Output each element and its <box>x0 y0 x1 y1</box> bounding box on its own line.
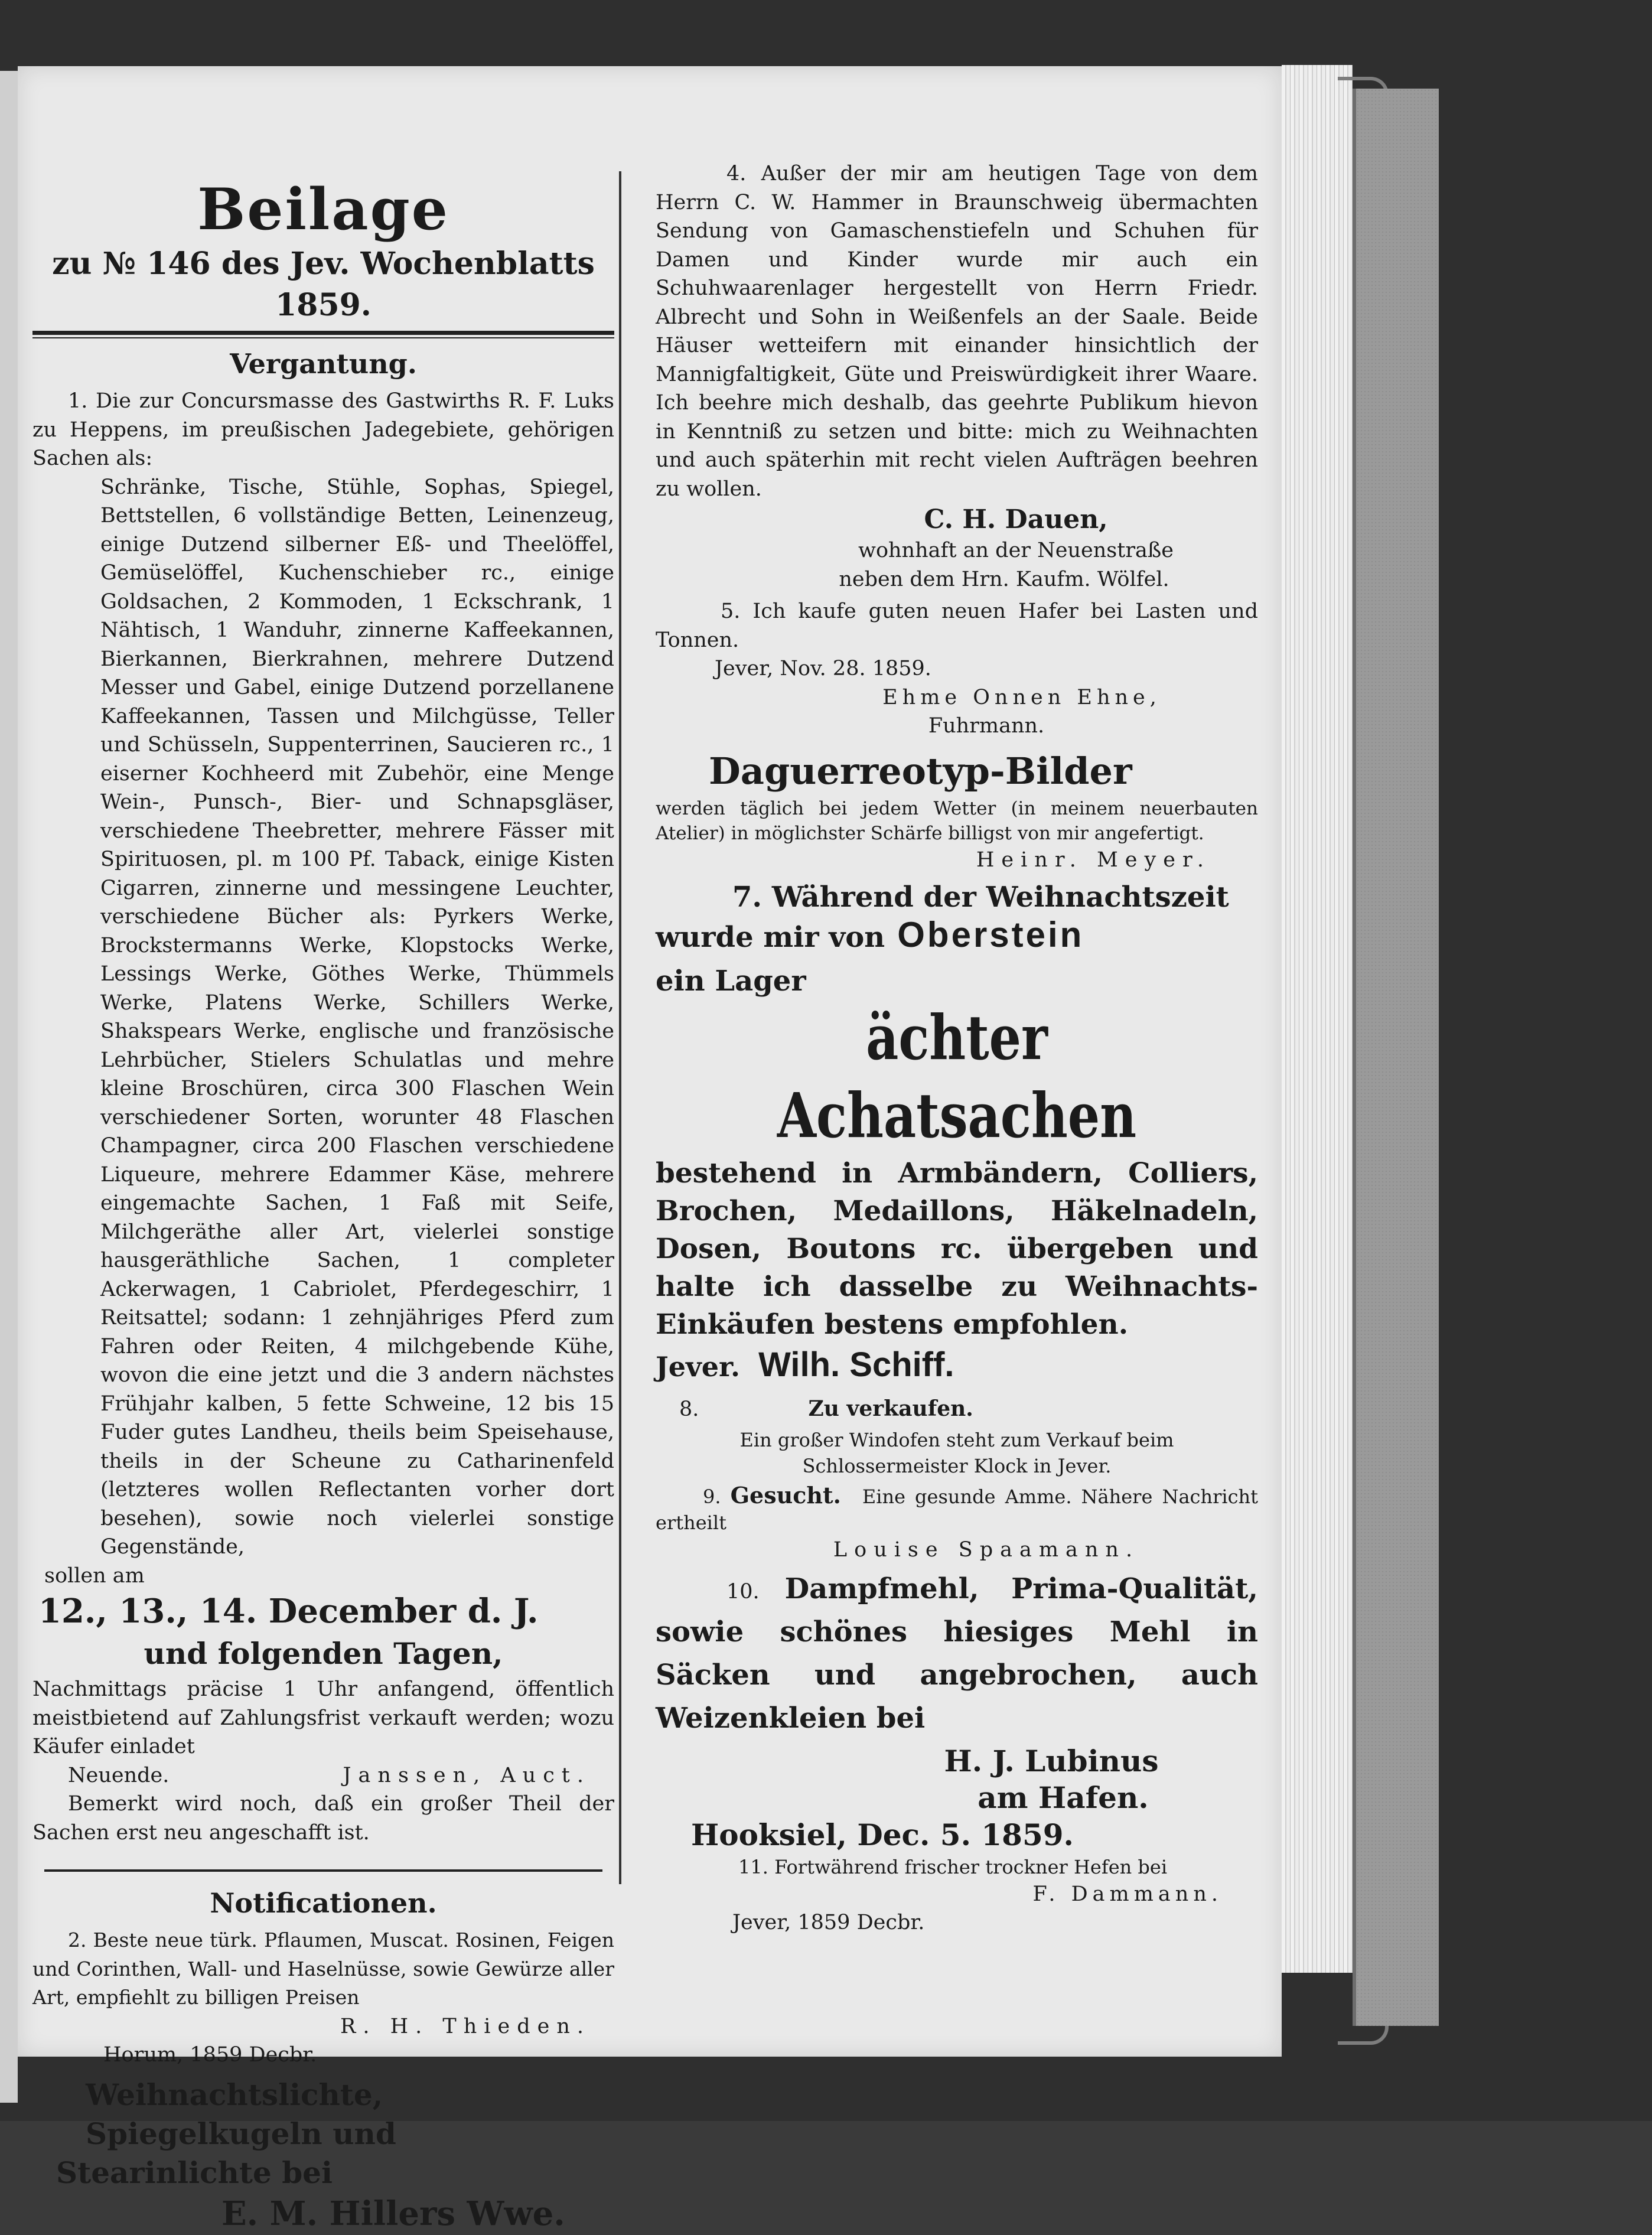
item-8-number: 8. <box>679 1397 699 1421</box>
supplement-subtitle: zu № 146 des Jev. Wochenblatts 1859. <box>52 246 595 323</box>
left-column <box>32 177 614 2235</box>
auction-note: Bemerkt wird noch, daß ein großer Theil der Sachen erst neu angeschafft ist. <box>32 1792 614 1845</box>
item-5-text: 5. Ich kaufe guten neuen Hafer bei Lasten und Tonnen. <box>656 600 1258 652</box>
item-10-text <box>656 1571 1258 1743</box>
item-10-body: Dampfmehl, Prima-Qualität, sowie schönes hiesiges Mehl in Säcken und angebrochen, auch Weizenkleien bei <box>656 1572 1258 1735</box>
vergantung-items: Schränke, Tische, Stühle, Sophas, Spiegel, Bettstellen, 6 vollständige Betten, Leinenzeug, einige Dutzend silberner Eß- und Theelöffel, Gemüselöffel, Kuchenschieber rc., einige Goldsachen, 2 Kommoden, 1 Eckschrank, 1 Nähtisch, 1 Wanduhr, zinnerne Kaffeekannen, Bierkannen, Bierkrahnen, mehrere Dutzend Messer und Gabel, einige Dutzend porzellanene Kaffeekannen, Tassen und Milchgüsse, Teller und Schüsseln, Suppenterrinen, Saucieren rc., 1 eiserner Kochheerd mit Zubehör, eine Menge Wein-, Punsch-, Bier- und Schnapsgläser, verschiedene Theebretter, mehrere Fässer mit Spirituosen, pl. m 100 Pf. Taback, einige Kisten Cigarren, zinnerne und messingene Leuchter, verschiedene Bücher als: Pyrkers Werke, Brockstermanns Werke, Klopstocks Werke, Lessings Werke, Göthes Werke, Thümmels Werke, Platens Werke, Schillers Werke, Shakspears Werke, englische und französische Lehrbücher, Stielers Schulatlas und mehre kleine Broschüren, circa 300 Flaschen Wein verschiedener Sorten, worunter 48 Flaschen Champagner, circa 200 Flaschen verschiedene Liqueure, mehrere Edammer Käse, mehrere eingemachte Sachen, 1 Faß mit Seife, Milchgeräthe aller Art, vielerlei sonstige hausgeräthliche Sachen, 1 completer Ackerwagen, 1 Cabriolet, Pferdegeschirr, 1 Reitsattel; sodann: 1 zehnjähriges Pferd zum Fahren oder Reiten, 4 milchgebende Kühe, wovon die eine jetzt und die 3 andern nächstes Frühjahr kalben, 5 fette Schweine, 12 bis 15 Fuder gutes Landheu, theils beim Speisehause, theils in der Scheune zu Catharinenfeld (letzteres wollen Reflectanten vorher dort besehen), sowie noch vielerlei sonstige Gegenstände, <box>100 475 614 1559</box>
item-7-line-1: 7. Während der Weihnachtszeit <box>732 881 1229 914</box>
item-7-line-3: ein Lager <box>656 965 806 998</box>
candle-ad-line2: Stearinlichte bei <box>56 2155 333 2190</box>
item-7-signer: Wilh. Schiff. <box>758 1345 954 1384</box>
item-7-text: bestehend in Armbändern, Colliers, Brochen, Medaillons, Häkelnadeln, Dosen, Boutons rc. übergeben und halte ich dasselbe zu Weihnachts-Einkäufen bestens empfohlen. <box>656 1157 1258 1341</box>
facing-page-edge <box>0 71 18 2103</box>
item-11-date: Jever, 1859 Decbr. <box>732 1911 925 1934</box>
item-9-body: Eine gesunde Amme. Nähere Nachricht ertheilt <box>656 1485 1259 1534</box>
section-heading-notificationen: Notificationen. <box>210 1887 437 1919</box>
notification-item-2-place: Horum, 1859 Decbr. <box>103 2043 317 2067</box>
item-7-oberstein: Oberstein <box>897 915 1084 954</box>
auction-dates-following: und folgenden Tagen, <box>144 1636 503 1671</box>
item-5-date: Jever, Nov. 28. 1859. <box>715 657 931 680</box>
item-9-text <box>656 1483 1258 1536</box>
vergantung-sollen: sollen am <box>44 1563 145 1588</box>
item-5-signer: Ehme Onnen Ehne, <box>882 685 1161 709</box>
section-rule <box>44 1869 602 1872</box>
auction-dates: 12., 13., 14. December d. J. <box>38 1592 539 1631</box>
column-divider <box>619 171 621 1884</box>
section-heading-vergantung: Vergantung. <box>230 348 417 380</box>
item-11-signer: F. Dammann. <box>1032 1882 1223 1906</box>
book-cover <box>1353 89 1439 2026</box>
item-8-text: Ein großer Windofen steht zum Verkauf beim Schlossermeister Klock in Jever. <box>739 1429 1174 1477</box>
item-7-line-2-text: wurde mir von <box>656 921 885 954</box>
item-10-number: 10. <box>726 1579 760 1604</box>
item-4-address-1: wohnhaft an der Neuenstraße <box>858 539 1174 562</box>
item-8-heading-line <box>656 1395 1258 1427</box>
item-9-number: 9. <box>703 1485 721 1508</box>
daguerreotype-signer: Heinr. Meyer. <box>976 848 1211 872</box>
daguerreotype-heading: Daguerreotyp-Bilder <box>709 749 1132 793</box>
supplement-title: Beilage <box>197 176 449 243</box>
item-9-signer: Louise Spaamann. <box>833 1538 1140 1562</box>
item-4-address-2: neben dem Hrn. Kaufm. Wölfel. <box>839 567 1169 591</box>
auction-place-line <box>32 1761 614 1790</box>
item-8-heading: Zu verkaufen. <box>808 1396 973 1421</box>
candle-ad-line1: Weihnachtslichte, Spiegelkugeln und <box>86 2077 396 2151</box>
item-5-role: Fuhrmann. <box>928 714 1045 738</box>
auction-place: Neuende. <box>68 1763 170 1787</box>
vergantung-intro: 1. Die zur Concursmasse des Gastwirths R. F. Luks zu Heppens, im preußischen Jadegebiete, gehörigen Sachen als: <box>32 389 614 470</box>
notification-item-2: 2. Beste neue türk. Pflaumen, Muscat. Rosinen, Feigen und Corinthen, Wall- und Haselnüsse, sowie Gewürze aller Art, empfiehlt zu billigen Preisen <box>32 1928 614 2009</box>
item-7-signature-line <box>656 1344 1258 1395</box>
daguerreotype-text: werden täglich bei jedem Wetter (in meinem neuerbauten Atelier) in möglichster Schärfe billigst von mir angefertigt. <box>656 797 1258 844</box>
item-4-text: 4. Außer der mir am heutigen Tage von dem Herrn C. W. Hammer in Braunschweig übermachten Sendung von Gamaschenstiefeln und Schuhen für Damen und Kinder wurde mir auch ein Schuhwaarenlager hergestellt von Herrn Friedr. Albrecht und Sohn in Weißenfels an der Saale. Beide Häuser wetteifern mit einander hinsichtlich der Mannigfaltigkeit, Güte und Preiswürdigkeit ihrer Waare. Ich beehre mich deshalb, das geehrte Publikum hievon in Kenntniß zu setzen und bitte: mich zu Weihnachten und auch späterhin mit recht vielen Aufträgen beehren zu wollen. <box>656 162 1258 501</box>
notification-item-2-signer: R. H. Thieden. <box>340 2014 591 2038</box>
item-7-achatsachen: ächter Achatsachen <box>777 1001 1137 1152</box>
item-9-heading: Gesucht. <box>730 1482 841 1509</box>
auctioneer-signature: Janssen, Auct. <box>343 1763 591 1787</box>
auction-details: Nachmittags präcise 1 Uhr anfangend, öffentlich meistbietend auf Zahlungsfrist verkauft werden; wozu Käufer einladet <box>32 1677 614 1758</box>
item-10-signer-2: am Hafen. <box>977 1780 1149 1815</box>
item-10-signer-1: H. J. Lubinus <box>944 1743 1159 1778</box>
header-rule <box>32 331 614 338</box>
item-10-date: Hooksiel, Dec. 5. 1859. <box>691 1817 1074 1852</box>
candle-ad-signer: E. M. Hillers Wwe. <box>221 2194 565 2233</box>
right-column <box>656 159 1258 1937</box>
item-7-line-2 <box>656 915 1258 963</box>
item-4-signer: C. H. Dauen, <box>924 504 1108 535</box>
item-11-text: 11. Fortwährend frischer trockner Hefen bei <box>738 1855 1168 1878</box>
item-7-place: Jever. <box>656 1351 741 1383</box>
